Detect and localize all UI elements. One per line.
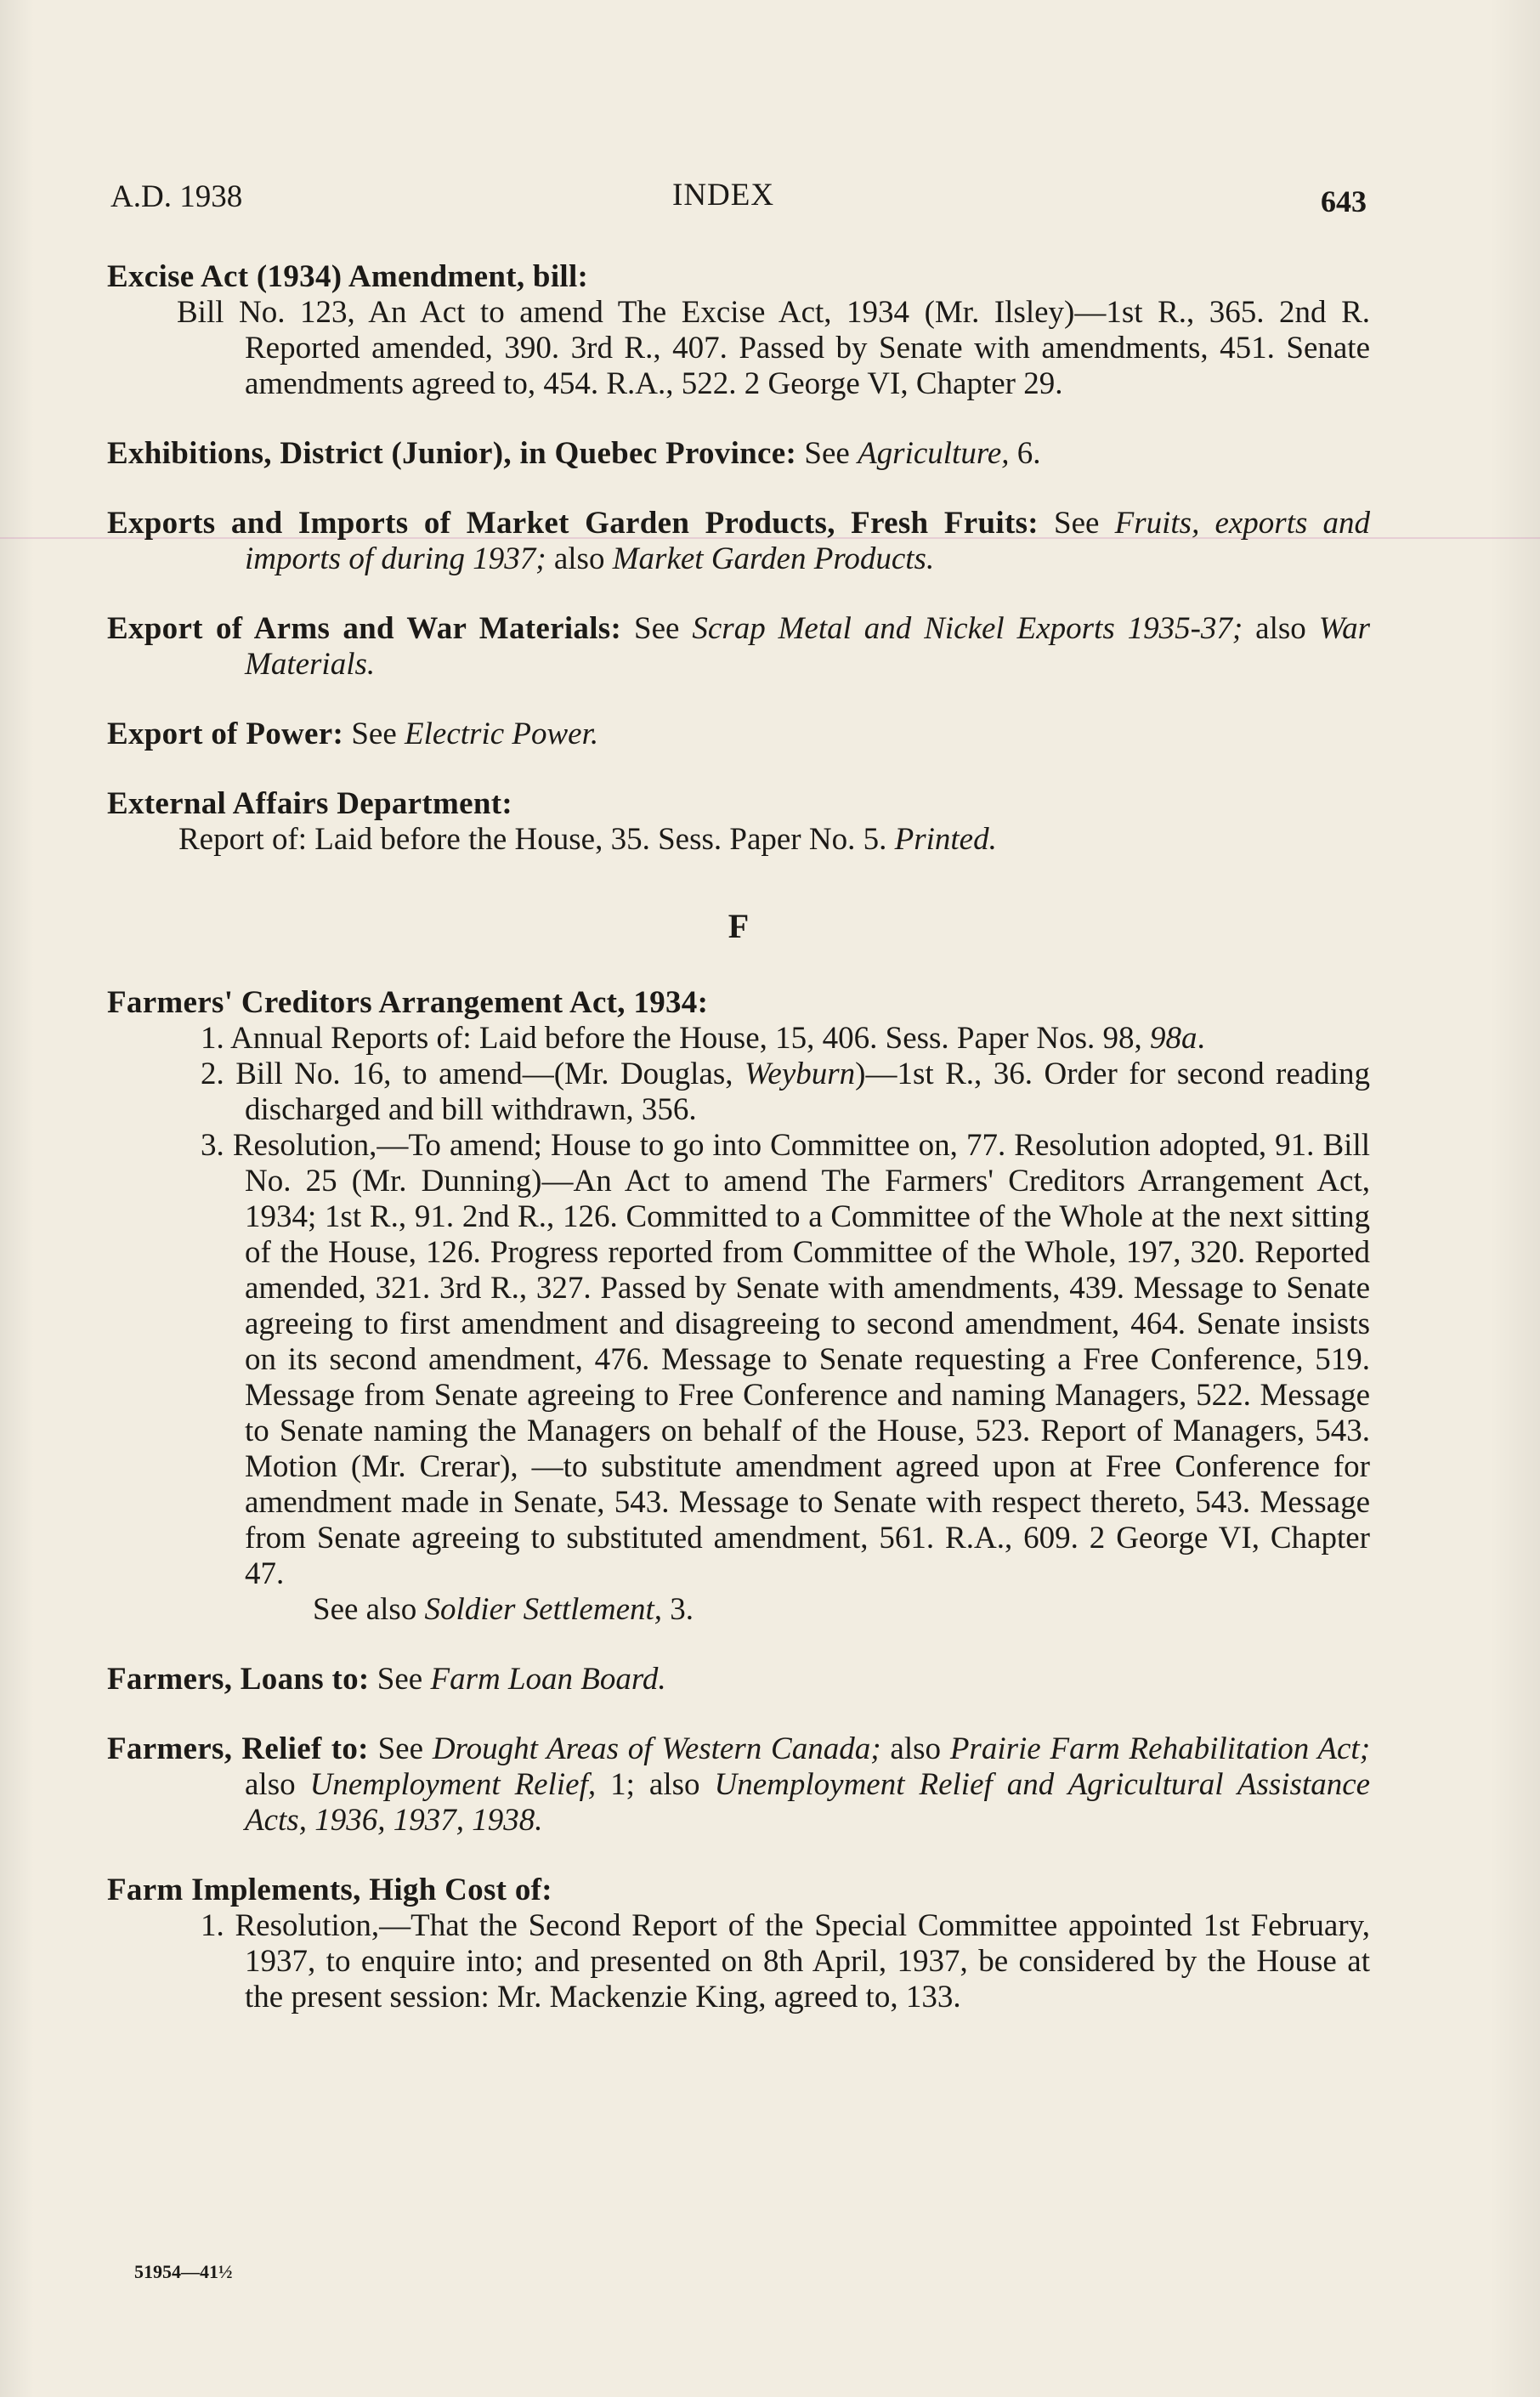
item-text: Resolution,—That the Second Report of the Special Committee appointed 1st February, 1937, to enquire into; and presented on 8th April, 1937, be considered by the House at the present session: Mr. Mackenzie King, agreed to, 133. xyxy=(235,1908,1370,2014)
numbered-item xyxy=(107,1128,1370,1592)
item-after: )—1st R., 36. Order for second reading discharged and bill withdrawn, 356. xyxy=(245,1057,1371,1127)
see-also-text: See also xyxy=(313,1592,417,1627)
cross-reference: Unemployment Relief and Agricultural Assistance Acts, 1936, 1937, 1938. xyxy=(245,1767,1371,1838)
index-entry-external-affairs xyxy=(107,786,1370,858)
cross-reference: Soldier Settlement, xyxy=(424,1592,663,1627)
cross-reference: Scrap Metal and Nickel Exports 1935-37; xyxy=(692,611,1243,646)
reference-page: 6. xyxy=(1016,436,1041,471)
entry-heading: Farmers, Loans to: xyxy=(107,1662,370,1697)
index-entry-exports-imports xyxy=(107,506,1370,577)
item-text: Bill No. 16, to amend—(Mr. Douglas, xyxy=(235,1057,733,1091)
also-text: also xyxy=(648,1767,700,1802)
cross-reference: Prairie Farm Rehabilitation Act; xyxy=(949,1731,1371,1766)
entry-body-status: Printed. xyxy=(894,822,997,857)
entry-heading: Farm Implements, High Cost of: xyxy=(107,1873,552,1907)
item-after: . xyxy=(1197,1021,1205,1056)
header-title: INDEX xyxy=(672,178,775,212)
see-text: See xyxy=(377,1731,424,1766)
also-text: also xyxy=(1255,611,1306,646)
index-entry-farm-implements xyxy=(107,1873,1370,2015)
entry-heading: Exports and Imports of Market Garden Products, Fresh Fruits: xyxy=(107,506,1039,541)
entry-line xyxy=(107,1662,1370,1697)
entry-body xyxy=(107,295,1370,402)
entry-body xyxy=(107,822,1370,858)
entry-line xyxy=(107,611,1370,683)
also-text: also xyxy=(890,1731,941,1766)
cross-reference: Fruits, exports and imports of during 1937; xyxy=(245,506,1371,576)
entry-heading: Farmers, Relief to: xyxy=(107,1731,369,1766)
page-number: 643 xyxy=(1321,184,1367,218)
numbered-item xyxy=(107,1908,1370,2015)
cross-reference: Market Garden Products. xyxy=(612,541,935,576)
also-text: also xyxy=(553,541,605,576)
entry-heading: Export of Power: xyxy=(107,717,344,751)
item-text: Annual Reports of: Laid before the House, 15, 406. Sess. Paper Nos. 98, xyxy=(229,1021,1142,1056)
index-entry-exhibitions xyxy=(107,436,1370,472)
entry-line xyxy=(107,1731,1370,1839)
item-text: Resolution,—To amend; House to go into Committee on, 77. Resolution adopted, 91. Bill No. 25 (Mr. Dunning)—An Act to amend The Farmers' Creditors Arrangement Act, 1934; 1st R., 91. 2nd R., 126. Committed to a Committee of the Whole at the next sitting of the House, 126. Progress reported from Committee of the Whole, 197, 320. Reported amended, 321. 3rd R., 327. Passed by Senate with amendments, 439. Message to Senate agreeing to first amendment and disagreeing to second amendment, 464. Senate insists on its second amendment, 476. Message to Senate requesting a Free Conference, 519. Message from Senate agreeing to Free Conference and naming Managers, 522. Message to Senate naming the Managers on behalf of the House, 523. Report of Managers, 543. Motion (Mr. Crerar), —to substitute amendment agreed upon at Free Conference for amendment made in Senate, 543. Message to Senate with respect thereto, 543. Message from Senate agreeing to substituted amendment, 561. R.A., 609. 2 George VI, Chapter 47. xyxy=(232,1128,1371,1591)
numbered-item xyxy=(107,1021,1370,1057)
see-also-line xyxy=(107,1592,1370,1628)
entry-body-text: Report of: Laid before the House, 35. Sess. Paper No. 5. xyxy=(178,822,887,857)
also-text: also xyxy=(245,1767,296,1802)
entry-line xyxy=(107,436,1370,472)
printer-code: 51954—41½ xyxy=(134,2261,233,2282)
page-header xyxy=(107,170,1370,221)
cross-reference: Electric Power. xyxy=(405,717,599,751)
item-number: 1. xyxy=(201,1908,224,1943)
index-entry-farmers-creditors xyxy=(107,985,1370,1628)
header-year: A.D. 1938 xyxy=(110,179,243,214)
cross-reference: Agriculture, xyxy=(858,436,1010,471)
cross-reference: Unemployment Relief, xyxy=(309,1767,597,1802)
cross-reference: War Materials. xyxy=(245,611,1371,682)
see-text: See xyxy=(377,1662,423,1697)
item-number: 1. xyxy=(201,1021,224,1056)
entry-line xyxy=(107,506,1370,577)
index-entry-export-arms xyxy=(107,611,1370,683)
item-number: 2. xyxy=(201,1057,224,1091)
entry-body-text: Bill No. 123, An Act to amend The Excise Act, 1934 (Mr. Ilsley)—1st R., 365. 2nd R. Reported amended, 390. 3rd R., 407. Passed by Senate with amendments, 451. Senate amendments agreed to, 454. R.A., 522. 2 George VI, Chapter 29. xyxy=(177,295,1370,401)
entry-heading: External Affairs Department: xyxy=(107,786,512,821)
index-content xyxy=(107,259,1370,2049)
item-italic: Weyburn xyxy=(744,1057,856,1091)
reference-page: 3. xyxy=(670,1592,694,1627)
section-letter: F xyxy=(728,907,750,945)
entry-heading: Excise Act (1934) Amendment, bill: xyxy=(107,259,589,294)
see-text: See xyxy=(351,717,397,751)
see-text: See xyxy=(1054,506,1100,541)
item-number: 3. xyxy=(201,1128,224,1163)
item-italic: 98a xyxy=(1150,1021,1197,1056)
index-entry-export-power xyxy=(107,717,1370,752)
index-entry-farmers-loans xyxy=(107,1662,1370,1697)
numbered-item xyxy=(107,1057,1370,1128)
see-text: See xyxy=(634,611,680,646)
cross-reference: Farm Loan Board. xyxy=(430,1662,666,1697)
entry-heading: Farmers' Creditors Arrangement Act, 1934: xyxy=(107,985,709,1020)
cross-reference: Drought Areas of Western Canada; xyxy=(432,1731,881,1766)
entry-heading: Exhibitions, District (Junior), in Quebec Province: xyxy=(107,436,797,471)
index-entry-farmers-relief xyxy=(107,1731,1370,1839)
index-entry-excise-act xyxy=(107,259,1370,402)
entry-heading: Export of Arms and War Materials: xyxy=(107,611,622,646)
entry-line xyxy=(107,717,1370,752)
see-text: See xyxy=(804,436,850,471)
reference-page: 1; xyxy=(610,1767,635,1802)
